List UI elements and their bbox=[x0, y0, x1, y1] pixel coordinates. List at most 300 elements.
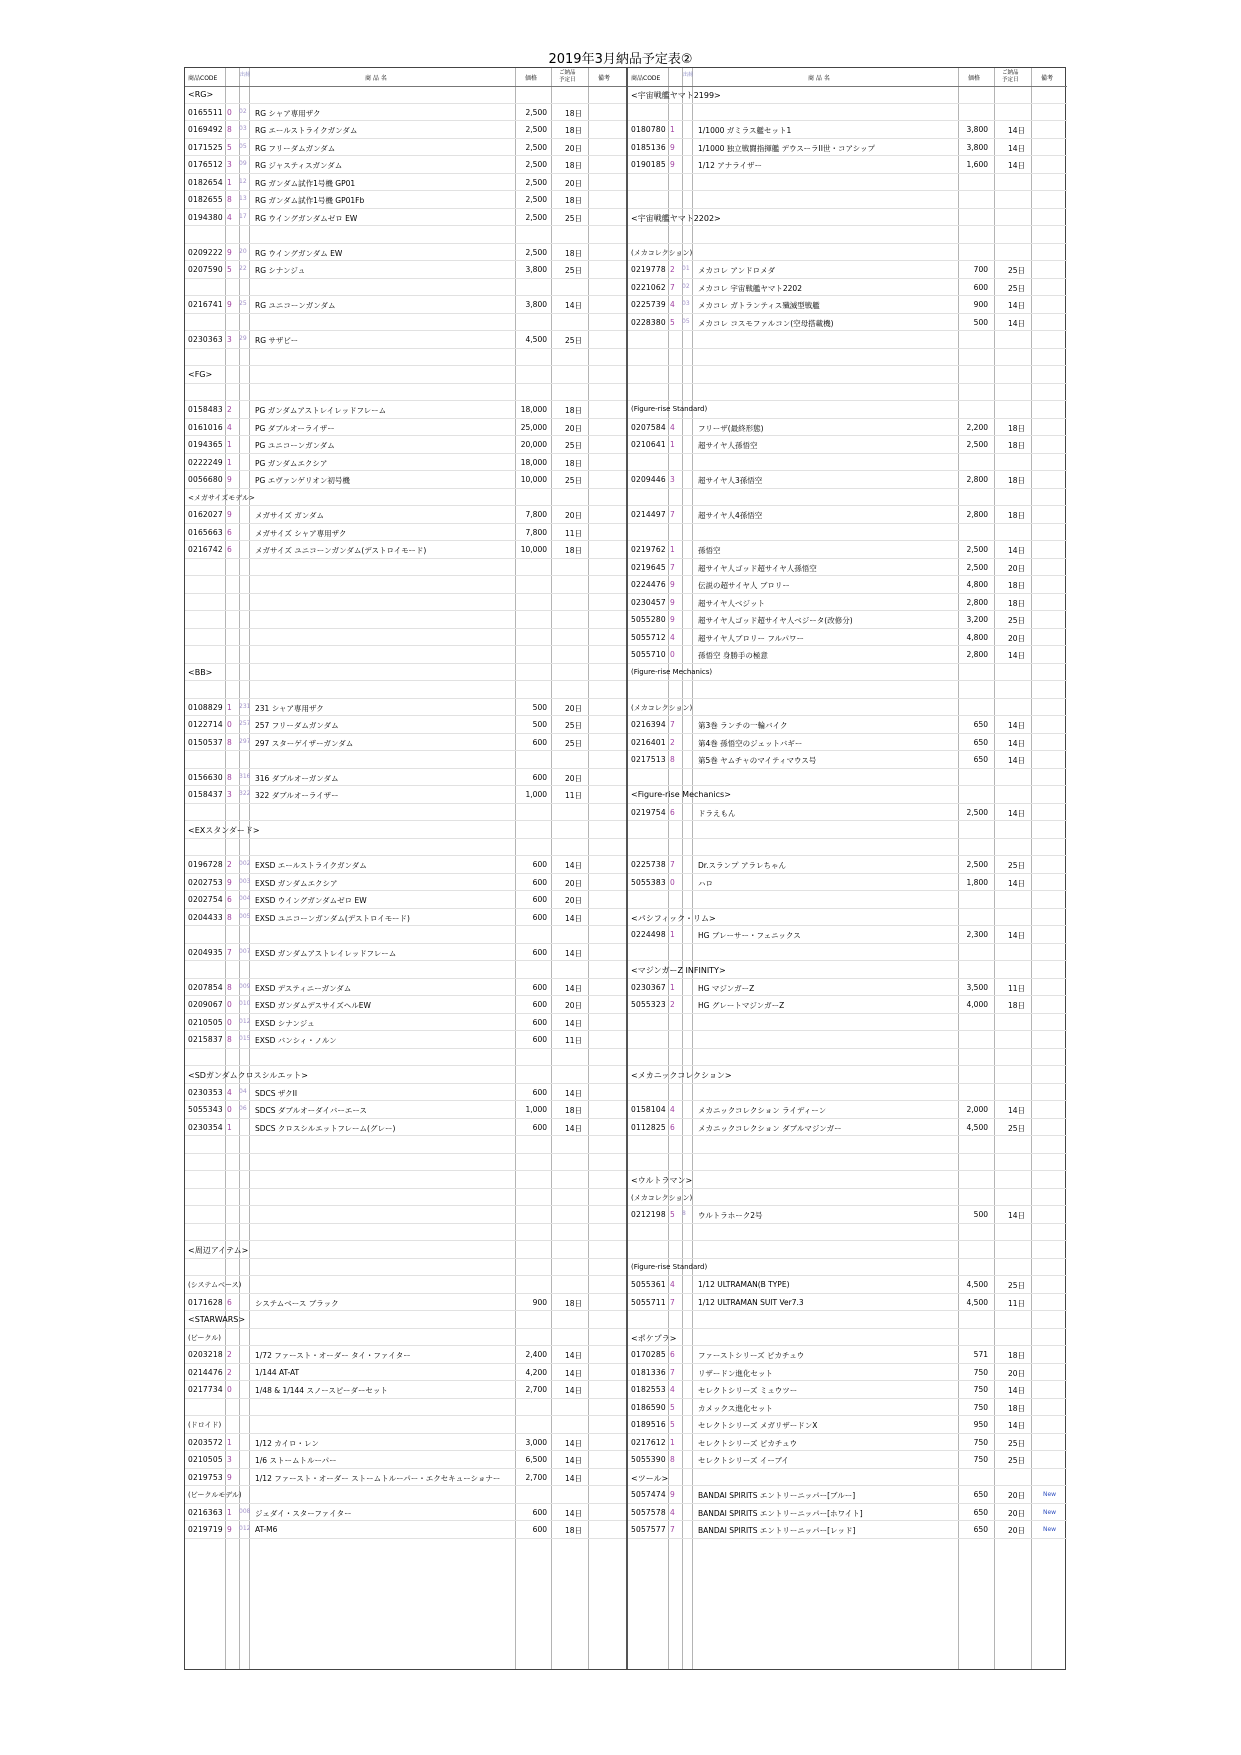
product-name: RG ウイングガンダム EW bbox=[255, 248, 343, 258]
quantity: 1 bbox=[227, 1122, 232, 1132]
table-row bbox=[628, 1399, 1067, 1417]
product-name: 1/144 AT-AT bbox=[255, 1367, 300, 1377]
table-row bbox=[628, 139, 1067, 157]
delivery-date: 14日 bbox=[565, 913, 583, 923]
blank-row bbox=[185, 839, 626, 857]
table-row bbox=[185, 874, 626, 892]
table-row bbox=[628, 506, 1067, 524]
blank-row bbox=[185, 1136, 626, 1154]
quantity: 2 bbox=[227, 1350, 232, 1359]
product-code: 0181336 bbox=[631, 1367, 666, 1377]
blank-row bbox=[628, 1241, 1067, 1259]
table-row bbox=[185, 524, 626, 542]
header-price: 価格 bbox=[968, 75, 981, 82]
price: 600 bbox=[532, 860, 547, 869]
product-code: 0210505 bbox=[188, 1455, 223, 1464]
product-code: 0217612 bbox=[631, 1437, 666, 1447]
delivery-date: 14日 bbox=[1008, 738, 1026, 748]
price: 2,500 bbox=[525, 142, 547, 152]
price: 4,500 bbox=[525, 335, 547, 344]
delivery-date: 14日 bbox=[1008, 126, 1026, 135]
quantity: 1 bbox=[670, 545, 675, 554]
product-code: 0217734 bbox=[188, 1385, 223, 1394]
quantity: 2 bbox=[670, 737, 675, 747]
price: 650 bbox=[973, 1525, 988, 1534]
item-number: 316 bbox=[239, 772, 251, 780]
quantity: 3 bbox=[227, 335, 232, 344]
product-name: RG エールストライクガンダム bbox=[255, 126, 358, 135]
category-row bbox=[185, 1311, 626, 1329]
table-row bbox=[628, 279, 1067, 297]
product-code: 0112825 bbox=[631, 1122, 666, 1132]
quantity: 4 bbox=[227, 422, 232, 432]
price: 2,800 bbox=[966, 650, 988, 659]
price: 3,800 bbox=[525, 300, 547, 309]
product-name: EXSD ウイングガンダムゼロ EW bbox=[255, 896, 367, 905]
blank-row bbox=[628, 1311, 1067, 1329]
price: 750 bbox=[973, 1455, 988, 1464]
blank-row bbox=[628, 366, 1067, 384]
product-name: 第5巻 ヤムチャのマイティマウス号 bbox=[698, 756, 817, 765]
blank-row bbox=[185, 1049, 626, 1067]
quantity: 8 bbox=[227, 982, 232, 992]
product-code: 0212198 bbox=[631, 1210, 666, 1219]
table-row bbox=[628, 261, 1067, 279]
table-row bbox=[185, 261, 626, 279]
category-row bbox=[628, 699, 1067, 717]
table-row bbox=[185, 944, 626, 962]
product-code: 0209222 bbox=[188, 247, 223, 257]
product-name: 伝説の超サイヤ人 ブロリー bbox=[698, 581, 790, 590]
product-code: 5055280 bbox=[631, 615, 666, 624]
delivery-date: 20日 bbox=[565, 511, 583, 520]
quantity: 9 bbox=[227, 510, 232, 519]
price: 2,000 bbox=[966, 1105, 988, 1114]
quantity: 2 bbox=[227, 405, 232, 414]
quantity: 9 bbox=[670, 580, 675, 589]
delivery-date: 25日 bbox=[565, 213, 583, 223]
quantity: 9 bbox=[670, 615, 675, 624]
delivery-date: 18日 bbox=[1008, 1001, 1026, 1010]
product-code: 0189516 bbox=[631, 1420, 666, 1429]
header-name: 商 品 名 bbox=[808, 75, 830, 82]
quantity: 5 bbox=[670, 1402, 675, 1412]
table-row bbox=[628, 874, 1067, 892]
product-code: 0215837 bbox=[188, 1035, 223, 1044]
product-code: 0207584 bbox=[631, 422, 666, 432]
table-row bbox=[185, 454, 626, 472]
item-number: 12 bbox=[239, 177, 247, 185]
quantity: 1 bbox=[227, 457, 232, 467]
product-name: セレクトシリーズ ピカチュウ bbox=[698, 1438, 798, 1448]
delivery-date: 18日 bbox=[1008, 441, 1026, 450]
price: 3,800 bbox=[525, 265, 547, 274]
price: 2,500 bbox=[525, 195, 547, 204]
product-code: 0224476 bbox=[631, 580, 666, 589]
table-row bbox=[185, 1031, 626, 1049]
quantity: 5 bbox=[227, 142, 232, 152]
category-row bbox=[185, 489, 626, 507]
delivery-date: 20日 bbox=[565, 773, 583, 783]
quantity: 5 bbox=[670, 1210, 675, 1219]
table-row bbox=[185, 419, 626, 437]
product-name: 超サイヤ人ブロリー フルパワー bbox=[698, 633, 805, 643]
item-number: 010 bbox=[239, 1000, 251, 1007]
quantity: 8 bbox=[227, 772, 232, 782]
product-code: 0202753 bbox=[188, 877, 223, 887]
quantity: 6 bbox=[227, 545, 232, 554]
quantity: 4 bbox=[227, 1087, 232, 1097]
quantity: 0 bbox=[670, 650, 675, 659]
price: 600 bbox=[532, 877, 547, 887]
product-name: 1/6 ストームトルーパー bbox=[255, 1456, 337, 1465]
table-row bbox=[628, 751, 1067, 769]
product-name: AT-M6 bbox=[255, 1525, 278, 1534]
quantity: 0 bbox=[227, 107, 232, 117]
table-row bbox=[628, 1346, 1067, 1364]
table-row bbox=[185, 1101, 626, 1119]
quantity: 4 bbox=[670, 1280, 675, 1289]
quantity: 0 bbox=[227, 720, 232, 729]
table-row bbox=[185, 401, 626, 419]
delivery-date: 25日 bbox=[1008, 861, 1026, 870]
blank-row bbox=[628, 1031, 1067, 1049]
table-row bbox=[628, 646, 1067, 664]
category-row bbox=[628, 1329, 1067, 1347]
blank-row bbox=[628, 1154, 1067, 1172]
delivery-date: 14日 bbox=[1008, 1211, 1026, 1220]
item-number: 25 bbox=[239, 300, 247, 307]
header-price: 価格 bbox=[525, 75, 538, 82]
quantity: 9 bbox=[670, 160, 675, 169]
delivery-date: 11日 bbox=[1008, 983, 1026, 993]
table-row bbox=[185, 996, 626, 1014]
subcategory-heading: (Figure-rise Mechanics) bbox=[631, 667, 713, 676]
price: 600 bbox=[532, 1525, 547, 1534]
delivery-date: 11日 bbox=[1008, 1298, 1026, 1308]
product-code: 0219754 bbox=[631, 807, 666, 817]
product-name: 1/12 カイロ・レン bbox=[255, 1438, 319, 1448]
category-row bbox=[185, 1329, 626, 1347]
product-name: 1/48 & 1/144 スノースピーダーセット bbox=[255, 1386, 388, 1395]
product-name: RG ウイングガンダムゼロ EW bbox=[255, 213, 358, 223]
delivery-date: 18日 bbox=[565, 1298, 583, 1308]
price: 2,500 bbox=[525, 212, 547, 222]
blank-row bbox=[628, 489, 1067, 507]
blank-row bbox=[628, 839, 1067, 857]
product-code: 0156630 bbox=[188, 772, 223, 782]
blank-row bbox=[185, 681, 626, 699]
product-code: 0185136 bbox=[631, 142, 666, 152]
quantity: 5 bbox=[670, 1420, 675, 1429]
price: 600 bbox=[532, 982, 547, 992]
quantity: 8 bbox=[670, 1455, 675, 1464]
quantity: 9 bbox=[227, 1472, 232, 1482]
blank-row bbox=[628, 174, 1067, 192]
table-row bbox=[628, 541, 1067, 559]
subcategory-heading: (Figure-rise Standard) bbox=[631, 405, 708, 413]
product-name: 超サイヤ人3孫悟空 bbox=[698, 476, 763, 485]
product-name: ドラえもん bbox=[698, 808, 736, 818]
price: 650 bbox=[973, 1490, 988, 1499]
price: 6,500 bbox=[525, 1455, 547, 1464]
item-number: 009 bbox=[239, 982, 251, 990]
delivery-date: 14日 bbox=[565, 1018, 583, 1028]
product-code: 0171628 bbox=[188, 1297, 223, 1307]
quantity: 1 bbox=[227, 702, 232, 712]
new-badge: New bbox=[1043, 1491, 1057, 1498]
product-name: 257 フリーダムガンダム bbox=[255, 721, 339, 730]
product-name: システムベース ブラック bbox=[255, 1298, 339, 1308]
table-row bbox=[628, 1206, 1067, 1224]
product-name: ジェダイ・スターファイター bbox=[255, 1508, 352, 1518]
product-code: 5055711 bbox=[631, 1297, 666, 1307]
quantity: 6 bbox=[670, 1350, 675, 1359]
item-number: 012 bbox=[239, 1525, 251, 1532]
product-name: カメックス進化セット bbox=[698, 1403, 773, 1413]
product-name: EXSD ガンダムエクシア bbox=[255, 878, 338, 888]
table-row bbox=[185, 769, 626, 787]
subcategory-heading: (メカコレクション) bbox=[631, 703, 693, 712]
delivery-date: 20日 bbox=[565, 178, 583, 188]
quantity: 9 bbox=[227, 247, 232, 257]
product-code: 0180780 bbox=[631, 125, 666, 134]
product-code: 5055361 bbox=[631, 1280, 666, 1289]
price: 2,500 bbox=[966, 545, 988, 554]
product-code: 0210505 bbox=[188, 1017, 223, 1027]
quantity: 9 bbox=[670, 597, 675, 607]
price: 750 bbox=[973, 1367, 988, 1377]
product-name: ハロ bbox=[698, 878, 713, 888]
product-code: 0221062 bbox=[631, 282, 666, 292]
item-number: 002 bbox=[239, 860, 251, 867]
item-number: 01 bbox=[682, 265, 690, 272]
quantity: 6 bbox=[670, 807, 675, 817]
product-code: 0228380 bbox=[631, 317, 666, 327]
product-name: SDCS クロスシルエットフレーム(グレー) bbox=[255, 1123, 396, 1133]
price: 18,000 bbox=[520, 405, 547, 414]
product-code: 0210641 bbox=[631, 440, 666, 449]
product-code: 0219719 bbox=[188, 1525, 223, 1534]
product-name: RG ガンダム試作1号機 GP01Fb bbox=[255, 196, 365, 205]
table-row bbox=[185, 734, 626, 752]
price: 571 bbox=[973, 1350, 988, 1359]
category-row bbox=[185, 821, 626, 839]
category-heading: <マジンガーZ INFINITY> bbox=[631, 966, 726, 975]
delivery-date: 18日 bbox=[1008, 423, 1026, 433]
price: 1,800 bbox=[966, 877, 988, 887]
delivery-date: 14日 bbox=[565, 1438, 583, 1448]
product-name: メカコレ 宇宙戦艦ヤマト2202 bbox=[698, 283, 802, 293]
product-code: 0165663 bbox=[188, 527, 223, 537]
delivery-date: 25日 bbox=[1008, 616, 1026, 625]
product-name: PG ガンダムアストレイレッドフレーム bbox=[255, 406, 387, 415]
product-name: RG ガンダム試作1号機 GP01 bbox=[255, 178, 356, 188]
quantity: 3 bbox=[227, 790, 232, 799]
product-code: 0217513 bbox=[631, 755, 666, 764]
item-number: 17 bbox=[239, 212, 247, 220]
price: 2,500 bbox=[525, 160, 547, 169]
quantity: 3 bbox=[670, 475, 675, 484]
product-code: 5055710 bbox=[631, 650, 666, 659]
product-name: RG フリーダムガンダム bbox=[255, 143, 336, 153]
blank-row bbox=[185, 349, 626, 367]
table-row bbox=[628, 296, 1067, 314]
price: 500 bbox=[532, 702, 547, 712]
product-code: 0209446 bbox=[631, 475, 666, 484]
quantity: 1 bbox=[670, 1437, 675, 1447]
table-row bbox=[185, 1294, 626, 1312]
table-row bbox=[628, 594, 1067, 612]
item-number: 008 bbox=[239, 1507, 251, 1515]
item-number: 015 bbox=[239, 1035, 251, 1042]
category-row bbox=[185, 1241, 626, 1259]
item-number: 09 bbox=[239, 160, 247, 167]
product-code: 0230457 bbox=[631, 597, 666, 607]
quantity: 7 bbox=[670, 282, 675, 292]
delivery-date: 18日 bbox=[1008, 511, 1026, 520]
price: 700 bbox=[973, 265, 988, 274]
blank-row bbox=[628, 821, 1067, 839]
item-number: 02 bbox=[682, 282, 690, 290]
delivery-date: 14日 bbox=[1008, 878, 1026, 888]
delivery-date: 18日 bbox=[565, 546, 583, 555]
price: 2,700 bbox=[525, 1385, 547, 1394]
product-code: 0204935 bbox=[188, 947, 223, 957]
table-row bbox=[185, 716, 626, 734]
product-code: 0182655 bbox=[188, 195, 223, 204]
category-row bbox=[185, 1416, 626, 1434]
table-row bbox=[628, 121, 1067, 139]
table-row bbox=[185, 541, 626, 559]
price: 3,200 bbox=[966, 615, 988, 624]
price: 2,200 bbox=[966, 422, 988, 432]
product-code: 0158104 bbox=[631, 1105, 666, 1114]
delivery-date: 18日 bbox=[565, 406, 583, 415]
table-row bbox=[628, 156, 1067, 174]
price: 18,000 bbox=[520, 457, 547, 467]
table-row bbox=[185, 1434, 626, 1452]
table-row bbox=[185, 1014, 626, 1032]
item-number: 297 bbox=[239, 737, 251, 745]
header-code: 商品CODE bbox=[631, 75, 661, 82]
price: 7,800 bbox=[525, 510, 547, 519]
category-row bbox=[628, 86, 1067, 104]
blank-row bbox=[185, 384, 626, 402]
product-name: メガサイズ ユニコーンガンダム(デストロイモード) bbox=[255, 546, 427, 555]
header-note: 備考 bbox=[1041, 75, 1054, 82]
quantity: 4 bbox=[227, 212, 232, 222]
delivery-date: 11日 bbox=[565, 1036, 583, 1045]
delivery-date: 14日 bbox=[565, 1508, 583, 1518]
price: 2,800 bbox=[966, 510, 988, 519]
item-number: 13 bbox=[239, 195, 247, 202]
price: 750 bbox=[973, 1402, 988, 1412]
delivery-date: 11日 bbox=[565, 791, 583, 800]
product-code: 0219753 bbox=[188, 1472, 223, 1482]
product-name: EXSD エールストライクガンダム bbox=[255, 861, 367, 870]
product-name: メカコレ アンドロメダ bbox=[698, 266, 776, 275]
subcategory-heading: (システムベース) bbox=[188, 1281, 242, 1289]
blank-row bbox=[628, 1136, 1067, 1154]
price: 25,000 bbox=[520, 422, 547, 432]
delivery-date: 25日 bbox=[565, 476, 583, 485]
table-row bbox=[185, 331, 626, 349]
product-code: 0225739 bbox=[631, 300, 666, 309]
quantity: 1 bbox=[227, 1507, 232, 1517]
product-code: 0214497 bbox=[631, 510, 666, 519]
product-name: セレクトシリーズ メガリザードンX bbox=[698, 1421, 818, 1430]
quantity: 7 bbox=[670, 562, 675, 572]
price: 4,200 bbox=[525, 1367, 547, 1377]
price: 600 bbox=[532, 772, 547, 782]
product-code: 0204433 bbox=[188, 912, 223, 922]
delivery-date: 20日 bbox=[1008, 1526, 1026, 1535]
delivery-date: 14日 bbox=[1008, 546, 1026, 555]
product-name: 超サイヤ人孫悟空 bbox=[698, 441, 758, 450]
price: 2,500 bbox=[525, 125, 547, 134]
product-name: EXSD ガンダムデスサイズヘルEW bbox=[255, 1001, 371, 1010]
quantity: 8 bbox=[670, 755, 675, 764]
table-row bbox=[628, 856, 1067, 874]
delivery-date: 20日 bbox=[1008, 1508, 1026, 1518]
product-name: 1/1000 独立戦闘指揮艦 デウスーラII世・コアシップ bbox=[698, 143, 876, 153]
blank-row bbox=[185, 1224, 626, 1242]
subcategory-heading: (ドロイド) bbox=[188, 1421, 222, 1429]
item-number: 007 bbox=[239, 947, 251, 955]
table-row bbox=[185, 506, 626, 524]
blank-row bbox=[185, 1154, 626, 1172]
product-name: RG ユニコーンガンダム bbox=[255, 301, 336, 310]
table-row bbox=[628, 611, 1067, 629]
quantity: 4 bbox=[670, 1385, 675, 1394]
product-code: 0216394 bbox=[631, 720, 666, 729]
new-badge: New bbox=[1043, 1508, 1057, 1516]
product-name: EXSD ガンダムアストレイレッドフレーム bbox=[255, 948, 397, 958]
price: 2,300 bbox=[966, 930, 988, 939]
product-name: 1/12 ファースト・オーダー ストームトルーパー・エクセキューショナー bbox=[255, 1473, 501, 1483]
table-row bbox=[185, 1469, 626, 1487]
table-rows bbox=[628, 86, 1067, 1539]
product-name: PG ユニコーンガンダム bbox=[255, 441, 335, 450]
price: 900 bbox=[532, 1297, 547, 1307]
category-heading: <周辺アイテム> bbox=[188, 1246, 249, 1255]
product-code: 0207854 bbox=[188, 982, 223, 992]
price: 600 bbox=[532, 1035, 547, 1044]
quantity: 3 bbox=[227, 160, 232, 169]
delivery-date: 20日 bbox=[1008, 1491, 1026, 1500]
category-row bbox=[628, 961, 1067, 979]
quantity: 1 bbox=[670, 440, 675, 449]
delivery-date: 14日 bbox=[565, 983, 583, 993]
quantity: 8 bbox=[227, 912, 232, 922]
price: 3,800 bbox=[966, 125, 988, 134]
table-row bbox=[185, 699, 626, 717]
category-row bbox=[628, 1171, 1067, 1189]
blank-row bbox=[185, 1171, 626, 1189]
price: 2,800 bbox=[966, 475, 988, 484]
delivery-date: 18日 bbox=[1008, 1403, 1026, 1413]
blank-row bbox=[185, 926, 626, 944]
quantity: 7 bbox=[227, 947, 232, 957]
price: 1,600 bbox=[966, 160, 988, 169]
product-code: 0194365 bbox=[188, 440, 223, 449]
delivery-date: 11日 bbox=[565, 528, 583, 538]
quantity: 9 bbox=[670, 142, 675, 152]
product-code: 0230367 bbox=[631, 982, 666, 992]
category-row bbox=[185, 1276, 626, 1294]
product-code: 0186590 bbox=[631, 1402, 666, 1412]
